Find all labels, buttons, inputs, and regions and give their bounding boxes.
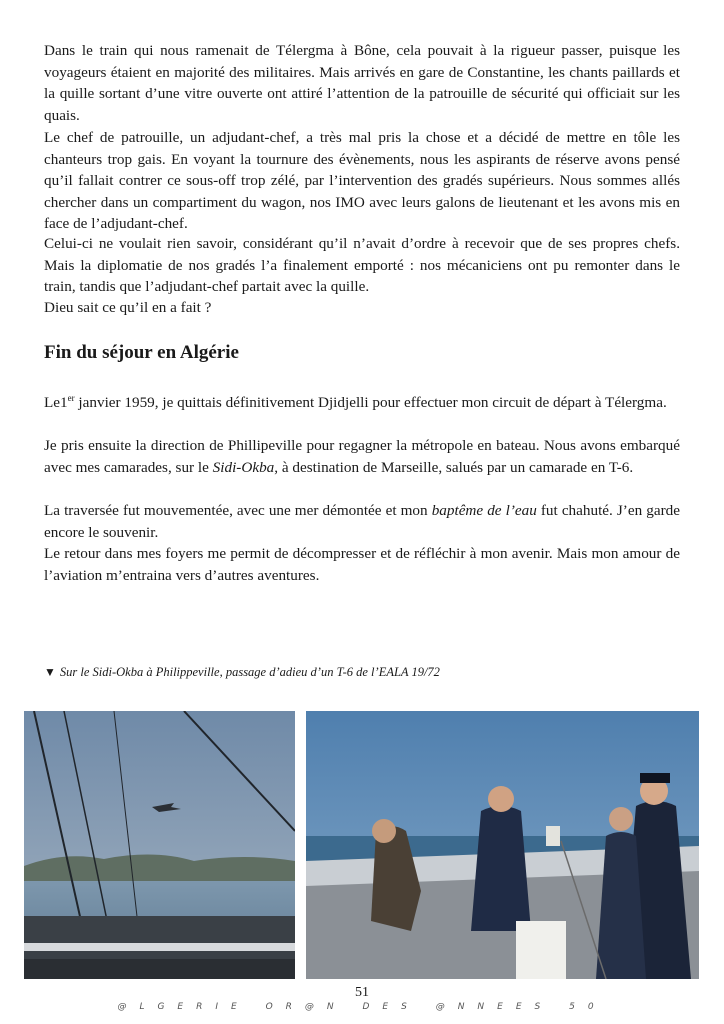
paragraph-crossing: La traversée fut mouvementée, avec une mer démontée et mon baptême de l’eau fut chahuté. J’en garde encore le souvenir.	[44, 502, 680, 541]
paragraph-question: Dieu sait ce qu’il en a fait ?	[44, 299, 212, 316]
paragraph-patrol: Le chef de patrouille, un adjudant-chef, a très mal pris la chose et a décidé de mettre en tôle les chanteurs trop gais. En voyant la tournure des évènements, nous les aspirants de réserve avons pensé qu’il fallait contrer ce sous-off trop zélé, par l’intervention des gradés supérieurs. Nous sommes allés chercher dans un compartiment du wagon, nos IMO avec leurs galons de lieutenant et les avons mis en face de l’adjudant-chef.	[44, 129, 680, 232]
paragraph-diplomacy: Celui-ci ne voulait rien savoir, considérant qu’il n’avait d’ordre à recevoir que de ses propres chefs. Mais la diplomatie de nos gradés l’a finalement emporté : nos mécaniciens ont pu remonter dans le train, tandis que l’adjudant-chef partait avec la quille.	[44, 235, 680, 295]
photo-ship-deck-t6	[24, 711, 295, 979]
paragraph-boarding: Je pris ensuite la direction de Phillipeville pour regagner la métropole en bateau. Nous avons embarqué avec mes camarades, sur le Sidi-Okba, à destination de Marseille, salués par un camarade en T-6.	[44, 437, 680, 476]
paragraph-return: Le retour dans mes foyers me permit de décompresser et de réfléchir à mon avenir. Mais mon amour de l’aviation m’entraina vers d’autres aventures.	[44, 545, 680, 584]
section-heading: Fin du séjour en Algérie	[44, 342, 239, 363]
paragraph-departure: Le1er janvier 1959, je quittais définitivement Djidjelli pour effectuer mon circuit de départ à Télergma.	[44, 392, 667, 411]
paragraph-train: Dans le train qui nous ramenait de Télergma à Bône, cela pouvait à la rigueur passer, puisque les voyageurs étaient en majorité des militaires. Mais arrivés en gare de Constantine, les chants paillards et la quille sortant d’une vitre ouverte ont attiré l’attention de la patrouille de sécurité qui officiait sur les quais.	[44, 42, 680, 124]
photo-caption: ▼ Sur le Sidi-Okba à Philippeville, passage d’adieu d’un T-6 de l’EALA 19/72	[44, 665, 440, 679]
triangle-marker-icon: ▼	[44, 665, 56, 679]
running-footer: @LGERIE OR@N DES @NNEES 50	[117, 1002, 607, 1012]
page-number: 51	[355, 985, 369, 1000]
ship-name: Sidi-Okba	[212, 458, 275, 476]
photo-officers-bow	[306, 711, 699, 979]
